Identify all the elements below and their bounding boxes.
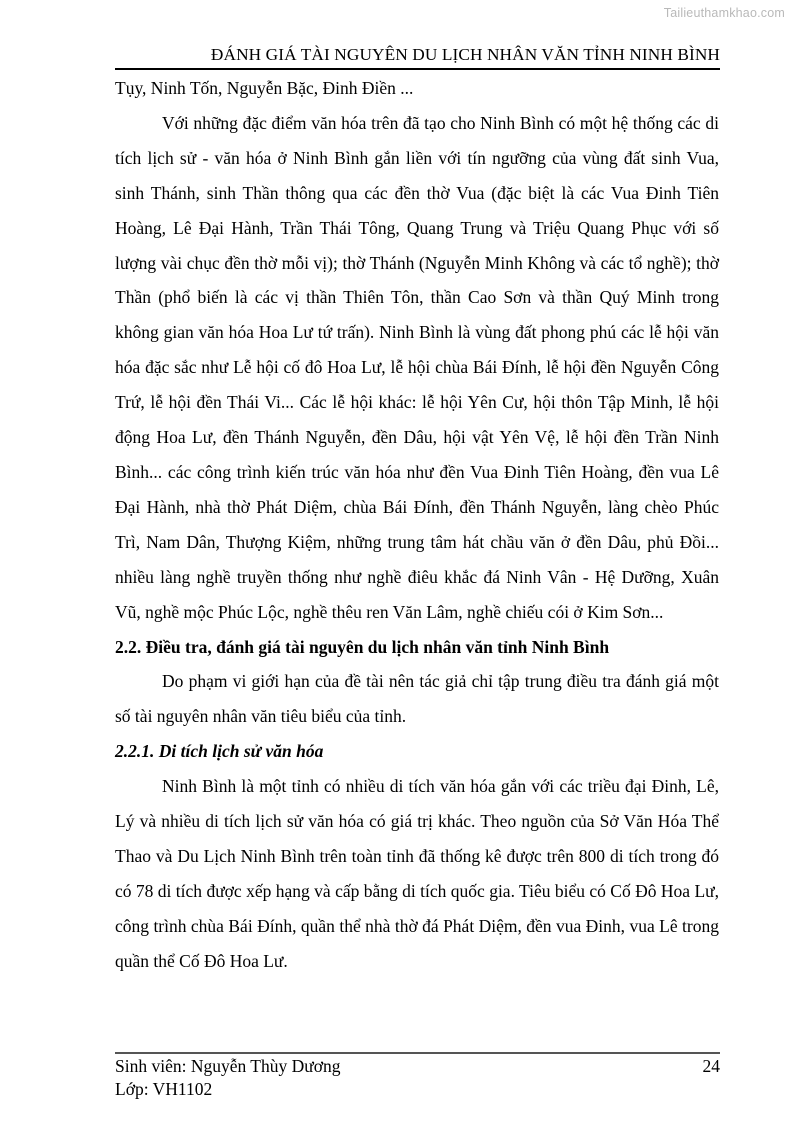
section-heading-2-2: 2.2. Điều tra, đánh giá tài nguyên du lịch nhân văn tỉnh Ninh Bình	[115, 636, 610, 657]
page-footer	[115, 1055, 720, 1101]
footer-divider	[115, 1052, 720, 1054]
footer-student-name: Sinh viên: Nguyễn Thùy Dương	[115, 1056, 341, 1076]
footer-class: Lớp: VH1102	[115, 1079, 213, 1099]
paragraph-scope: Do phạm vi giới hạn của đề tài nên tác giả chỉ tập trung điều tra đánh giá một số tài nguyên nhân văn tiêu biểu của tỉnh.	[115, 671, 719, 727]
page-number: 24	[702, 1056, 720, 1076]
paragraph-cultural-features: Với những đặc điểm văn hóa trên đã tạo cho Ninh Bình có một hệ thống các di tích lịch sử - văn hóa ở Ninh Bình gắn liền với tín ngưỡng của vùng đất sinh Vua, sinh Thánh, sinh Thần thông qua các đền thờ Vua (đặc biệt là các Vua Đinh Tiên Hoàng, Lê Đại Hành, Trần Thái Tông, Quang Trung và Triệu Quang Phục với số lượng vài chục đền thờ mỗi vị); thờ Thánh (Nguyễn Minh Không và các tổ nghề); thờ Thần (phổ biến là các vị thần Thiên Tôn, thần Cao Sơn và thần Quý Minh trong không gian văn hóa Hoa Lư tứ trấn). Ninh Bình là vùng đất phong phú các lễ hội văn hóa đặc sắc như Lễ hội cố đô Hoa Lư, lễ hội chùa Bái Đính, lễ hội đền Nguyễn Công Trứ, lễ hội đền Thái Vi... Các lễ hội khác: lễ hội Yên Cư, hội thôn Tập Minh, lễ hội động Hoa Lư, đền Thánh Nguyễn, đền Dâu, hội vật Yên Vệ, lễ hội đền Trần Ninh Bình... các công trình kiến trúc văn hóa như đền Vua Đinh Tiên Hoàng, đền vua Lê Đại Hành, nhà thờ Phát Diệm, chùa Bái Đính, đền Thánh Nguyễn, làng chèo Phúc Trì, Nam Dân, Thượng Kiệm, những trung tâm hát chầu văn ở đền Dâu, phủ Đồi... nhiều làng nghề truyền thống như nghề điêu khắc đá Ninh Vân - Hệ Dưỡng, Xuân Vũ, nghề mộc Phúc Lộc, nghề thêu ren Văn Lâm, nghề chiếu cói ở Kim Sơn...	[115, 112, 719, 622]
paragraph-continuation: Tụy, Ninh Tốn, Nguyễn Bặc, Đinh Điền ...	[115, 78, 414, 98]
watermark: Tailieuthamkhao.com	[663, 6, 785, 20]
subsection-heading-2-2-1: 2.2.1. Di tích lịch sử văn hóa	[115, 741, 324, 762]
page-header-title: ĐÁNH GIÁ TÀI NGUYÊN DU LỊCH NHÂN VĂN TỈNH NINH BÌNH	[210, 45, 720, 64]
page-content	[115, 71, 719, 979]
header-divider	[115, 68, 720, 70]
paragraph-relics: Ninh Bình là một tỉnh có nhiều di tích văn hóa gắn với các triều đại Đinh, Lê, Lý và nhiều di tích lịch sử văn hóa có giá trị khác. Theo nguồn của Sở Văn Hóa Thể Thao và Du Lịch Ninh Bình trên toàn tỉnh đã thống kê được trên 800 di tích trong đó có 78 di tích được xếp hạng và cấp bằng di tích quốc gia. Tiêu biểu có Cố Đô Hoa Lư, công trình chùa Bái Đính, quần thể nhà thờ đá Phát Diệm, đền vua Đinh, vua Lê trong quần thể Cố Đô Hoa Lư.	[115, 776, 719, 971]
